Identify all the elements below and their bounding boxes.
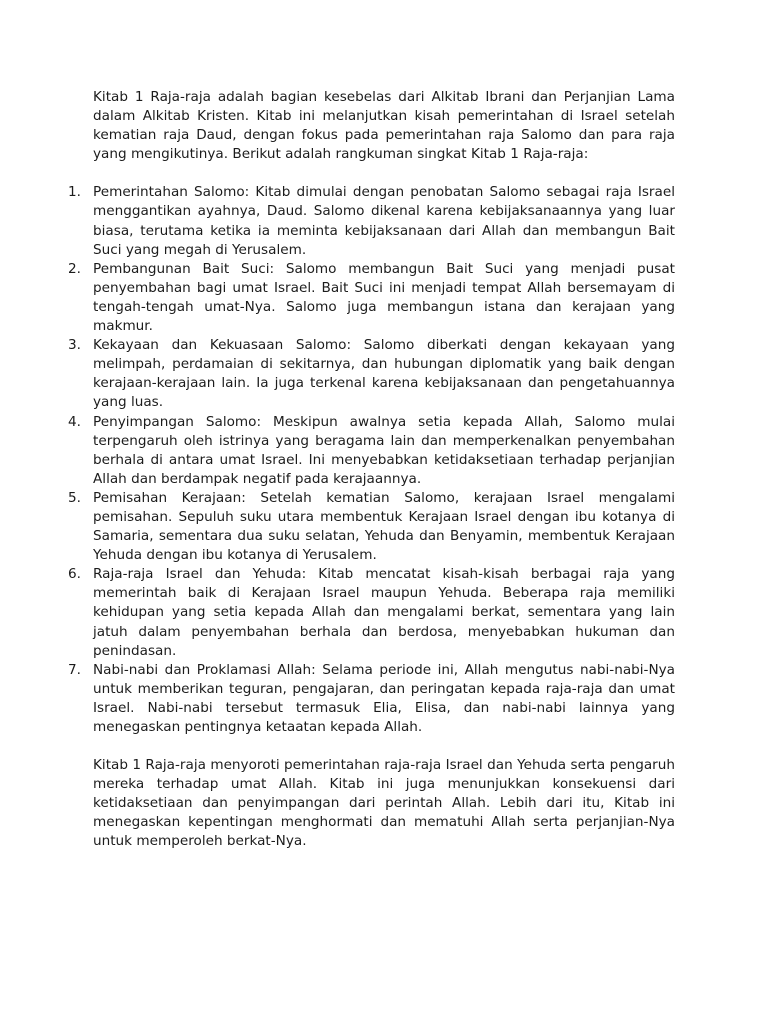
- list-item: [68, 260, 675, 336]
- list-item-text: Kekayaan dan Kekuasaan Salomo: Salomo diberkati dengan kekayaan yang melimpah, perdamaian di sekitarnya, dan hubungan diplomatik yang baik dengan kerajaan-kerajaan lain. Ia juga terkenal karena kebijaksanaan dan pengetahuannya yang luas.: [93, 337, 675, 411]
- list-item: [68, 661, 675, 737]
- document-body: [68, 88, 675, 852]
- list-item-text: Pembangunan Bait Suci: Salomo membangun Bait Suci yang menjadi pusat penyembahan bagi umat Israel. Bait Suci ini menjadi tempat Allah bersemayam di tengah-tengah umat-Nya. Salomo juga membangun istana dan kerajaan yang makmur.: [93, 260, 675, 335]
- list-item-number: 3.: [68, 337, 81, 354]
- list-item: [68, 336, 675, 412]
- list-item-number: 1.: [68, 184, 81, 201]
- summary-list: [68, 183, 675, 737]
- list-item-number: 4.: [68, 413, 81, 430]
- list-item-number: 5.: [68, 489, 81, 506]
- list-item-number: 7.: [68, 661, 81, 678]
- list-item-number: 6.: [68, 566, 81, 583]
- list-item-text: Pemerintahan Salomo: Kitab dimulai dengan penobatan Salomo sebagai raja Israel menggantikan ayahnya, Daud. Salomo dikenal karena kebijaksanaannya yang luar biasa, terutama ketika ia meminta kebijaksanaan dari Allah dan membangun Bait Suci yang megah di Yerusalem.: [93, 184, 675, 258]
- intro-paragraph: Kitab 1 Raja-raja adalah bagian kesebelas dari Alkitab Ibrani dan Perjanjian Lama dalam Alkitab Kristen. Kitab ini melanjutkan kisah pemerintahan di Israel setelah kematian raja Daud, dengan fokus pada pemerintahan raja Salomo dan para raja yang mengikutinya. Berikut adalah rangkuman singkat Kitab 1 Raja-raja:: [93, 89, 675, 163]
- list-item: [68, 565, 675, 660]
- list-item: [68, 489, 675, 565]
- list-item-text: Nabi-nabi dan Proklamasi Allah: Selama periode ini, Allah mengutus nabi-nabi-Nya untuk memberikan teguran, pengajaran, dan peringatan kepada raja-raja dan umat Israel. Nabi-nabi tersebut termasuk Elia, Elisa, dan nabi-nabi lainnya yang menegaskan pentingnya ketaatan kepada Allah.: [93, 661, 675, 735]
- list-item-text: Raja-raja Israel dan Yehuda: Kitab mencatat kisah-kisah berbagai raja yang memerintah baik di Kerajaan Israel maupun Yehuda. Beberapa raja memiliki kehidupan yang setia kepada Allah dan mengalami berkat, sementara yang lain jatuh dalam penyembahan berhala dan berdosa, menyebabkan hukuman dan penindasan.: [93, 566, 675, 659]
- list-item-text: Pemisahan Kerajaan: Setelah kematian Salomo, kerajaan Israel mengalami pemisahan. Sepuluh suku utara membentuk Kerajaan Israel dengan ibu kotanya di Samaria, sementara dua suku selatan, Yehuda dan Benyamin, membentuk Kerajaan Yehuda dengan ibu kotanya di Yerusalem.: [93, 489, 675, 564]
- conclusion-paragraph: Kitab 1 Raja-raja menyoroti pemerintahan raja-raja Israel dan Yehuda serta pengaruh mereka terhadap umat Allah. Kitab ini juga menunjukkan konsekuensi dari ketidaksetiaan dan penyimpangan dari perintah Allah. Lebih dari itu, Kitab ini menegaskan kepentingan menghormati dan mematuhi Allah serta perjanjian-Nya untuk memperoleh berkat-Nya.: [93, 757, 675, 850]
- list-item-number: 2.: [68, 260, 81, 277]
- list-item: [68, 183, 675, 259]
- list-item-text: Penyimpangan Salomo: Meskipun awalnya setia kepada Allah, Salomo mulai terpengaruh oleh istrinya yang beragama lain dan memperkenalkan penyembahan berhala di antara umat Israel. Ini menyebabkan ketidaksetiaan terhadap perjanjian Allah dan berdampak negatif pada kerajaannya.: [93, 413, 675, 487]
- list-item: [68, 413, 675, 489]
